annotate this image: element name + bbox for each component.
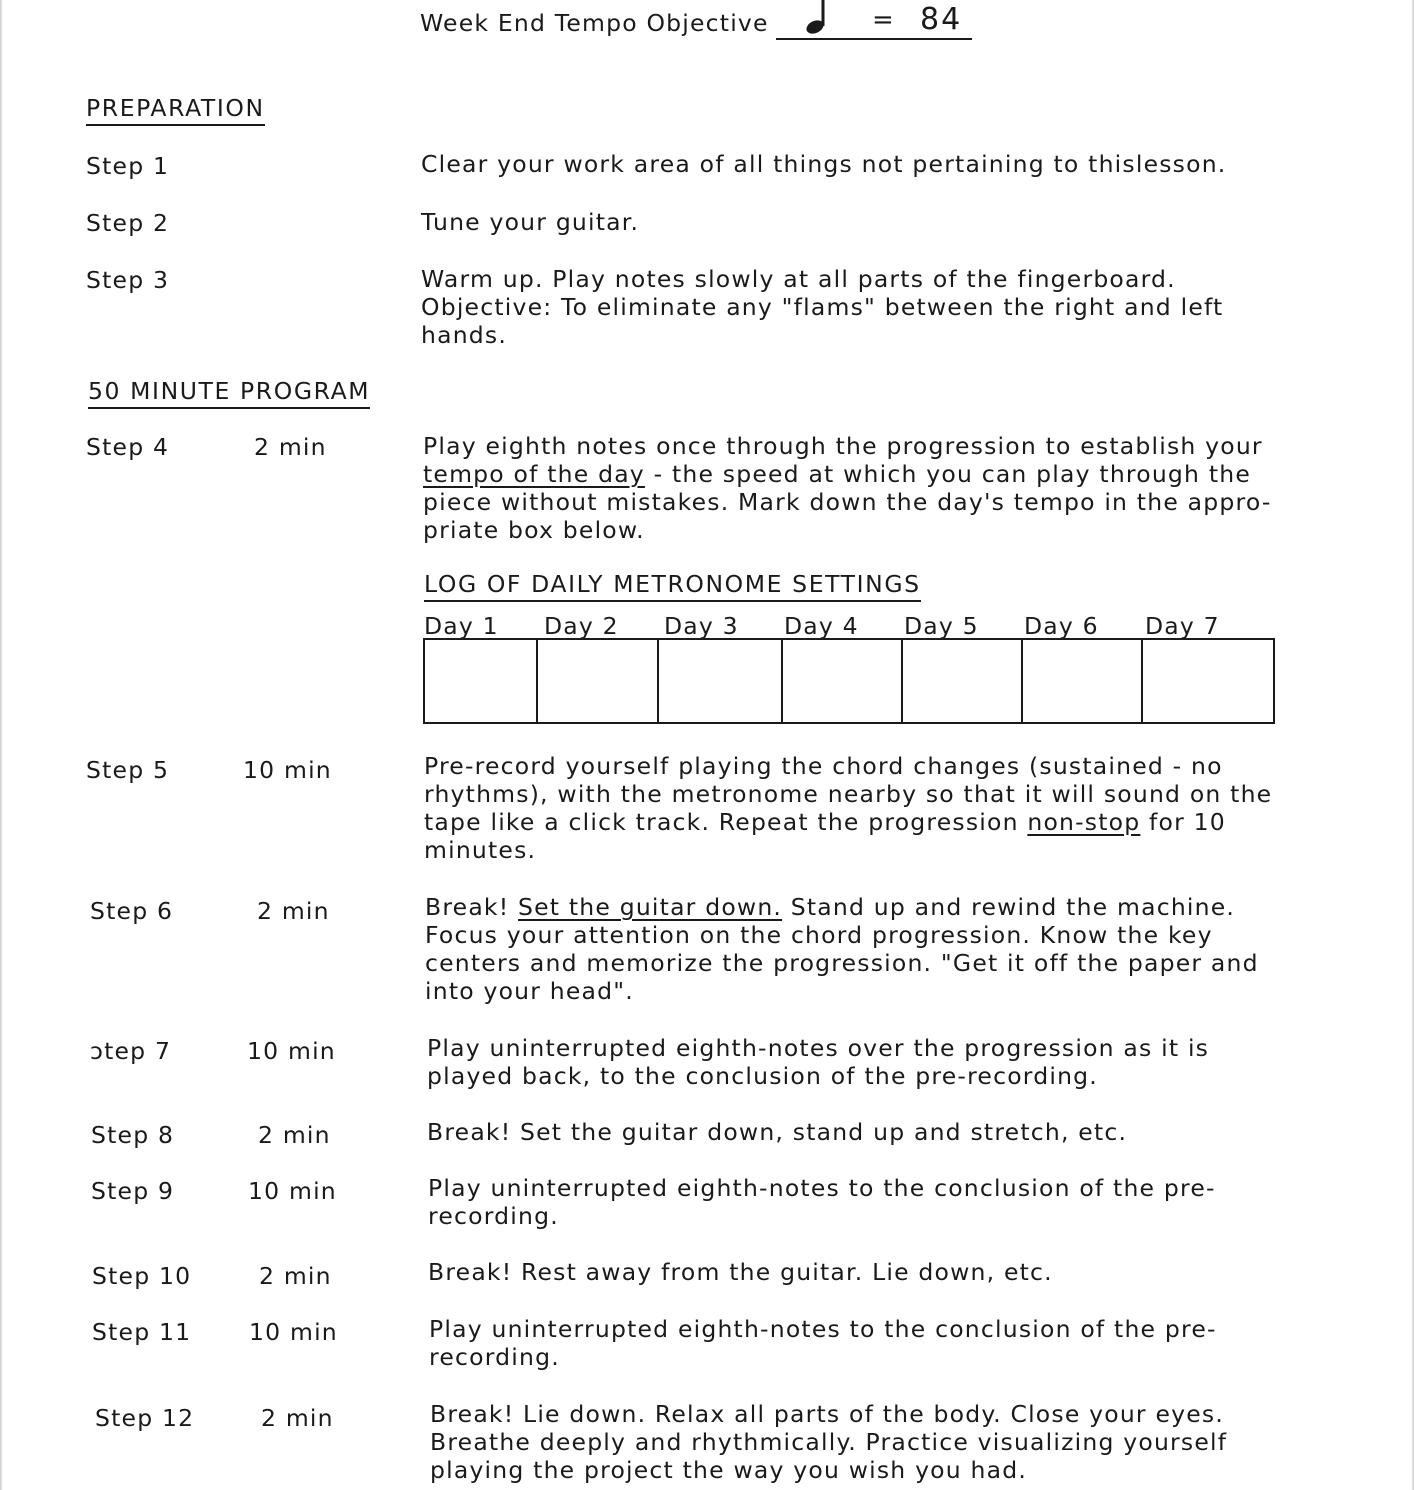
step-5-time: 10 min xyxy=(243,756,332,784)
step-4-text-start: Play eighth notes once through the progression to establish your xyxy=(423,432,1263,460)
non-stop-emphasis: non-stop xyxy=(1027,808,1141,836)
tempo-of-day-emphasis: tempo of the day xyxy=(423,460,645,488)
day-1-box[interactable] xyxy=(425,640,538,722)
step-11-label: Step 11 xyxy=(92,1318,192,1346)
log-heading: LOG OF DAILY METRONOME SETTINGS xyxy=(424,570,921,602)
tempo-equals: = xyxy=(872,5,895,35)
page-edge-left xyxy=(0,0,3,1490)
step-10-label: Step 10 xyxy=(92,1262,192,1290)
step-8-time: 2 min xyxy=(258,1121,331,1149)
day-4-box[interactable] xyxy=(783,640,903,722)
set-guitar-down-emphasis: Set the guitar down. xyxy=(518,893,783,921)
step-6-text-start: Break! xyxy=(425,893,519,921)
day-5-label: Day 5 xyxy=(904,612,979,640)
program-heading: 50 MINUTE PROGRAM xyxy=(88,377,370,409)
step-5-text-start: Pre-record yourself playing the chord changes (sustained - no rhythms), with the metronome nearby so that it will sound on the tape like a click track. Repeat the progression xyxy=(424,752,1273,836)
step-6-time: 2 min xyxy=(257,897,330,925)
step-4-text-end: - the speed at which you can play through the piece without mistakes. Mark down the day's tempo in the appro- priate box below. xyxy=(423,460,1272,544)
day-7-label: Day 7 xyxy=(1145,612,1220,640)
day-6-box[interactable] xyxy=(1023,640,1143,722)
step-7-time: 10 min xyxy=(247,1037,336,1065)
quarter-note-icon xyxy=(800,0,830,36)
tempo-objective-line xyxy=(776,38,972,40)
step-3-label: Step 3 xyxy=(86,266,170,294)
day-7-box[interactable] xyxy=(1143,640,1273,722)
day-6-label: Day 6 xyxy=(1024,612,1099,640)
day-2-box[interactable] xyxy=(538,640,659,722)
step-5-text-end: for 10 minutes. xyxy=(424,808,1226,864)
step-4-label: Step 4 xyxy=(86,433,170,461)
step-12-label: Step 12 xyxy=(95,1404,195,1432)
step-7-label: ɔtep 7 xyxy=(90,1037,172,1065)
day-1-label: Day 1 xyxy=(424,612,499,640)
day-3-box[interactable] xyxy=(659,640,783,722)
step-2-text: Tune your guitar. xyxy=(421,208,640,236)
step-5-label: Step 5 xyxy=(86,756,170,784)
step-8-text: Break! Set the guitar down, stand up and stretch, etc. xyxy=(427,1118,1128,1146)
day-4-label: Day 4 xyxy=(784,612,859,640)
day-3-label: Day 3 xyxy=(664,612,739,640)
step-8-label: Step 8 xyxy=(91,1121,175,1149)
step-6-label: Step 6 xyxy=(90,897,174,925)
day-2-label: Day 2 xyxy=(544,612,619,640)
tempo-objective-label: Week End Tempo Objective xyxy=(420,9,769,37)
tempo-objective-value: 84 xyxy=(920,2,963,37)
day-5-box[interactable] xyxy=(903,640,1023,722)
step-12-text: Break! Lie down. Relax all parts of the body. Close your eyes. Breathe deeply and rhythmically. Practice visualizing yourself playing the project the way you wish you had. xyxy=(430,1400,1228,1484)
step-9-text: Play uninterrupted eighth-notes to the conclusion of the pre- recording. xyxy=(428,1174,1216,1230)
step-10-text: Break! Rest away from the guitar. Lie down, etc. xyxy=(428,1258,1053,1286)
step-7-text: Play uninterrupted eighth-notes over the progression as it is played back, to the conclusion of the pre-recording. xyxy=(427,1034,1210,1090)
metronome-log-table xyxy=(423,638,1275,724)
step-4-text xyxy=(423,432,1323,544)
step-1-label: Step 1 xyxy=(86,152,170,180)
step-2-label: Step 2 xyxy=(86,209,170,237)
step-11-text: Play uninterrupted eighth-notes to the conclusion of the pre- recording. xyxy=(429,1315,1217,1371)
step-6-text xyxy=(425,893,1325,1005)
preparation-heading: PREPARATION xyxy=(86,94,265,126)
step-9-time: 10 min xyxy=(248,1177,337,1205)
step-12-time: 2 min xyxy=(261,1404,334,1432)
step-1-text: Clear your work area of all things not pertaining to thislesson. xyxy=(421,150,1227,178)
step-10-time: 2 min xyxy=(259,1262,332,1290)
step-11-time: 10 min xyxy=(249,1318,338,1346)
step-5-text xyxy=(424,752,1324,864)
step-3-text: Warm up. Play notes slowly at all parts of the fingerboard. Objective: To eliminate any "flams" between the right and left hands. xyxy=(421,265,1224,349)
step-4-time: 2 min xyxy=(254,433,327,461)
step-9-label: Step 9 xyxy=(91,1177,175,1205)
step-6-text-end: Stand up and rewind the machine. Focus your attention on the chord progression. Know the key centers and memorize the progression. "Get it off the paper and into your head". xyxy=(425,893,1259,1005)
